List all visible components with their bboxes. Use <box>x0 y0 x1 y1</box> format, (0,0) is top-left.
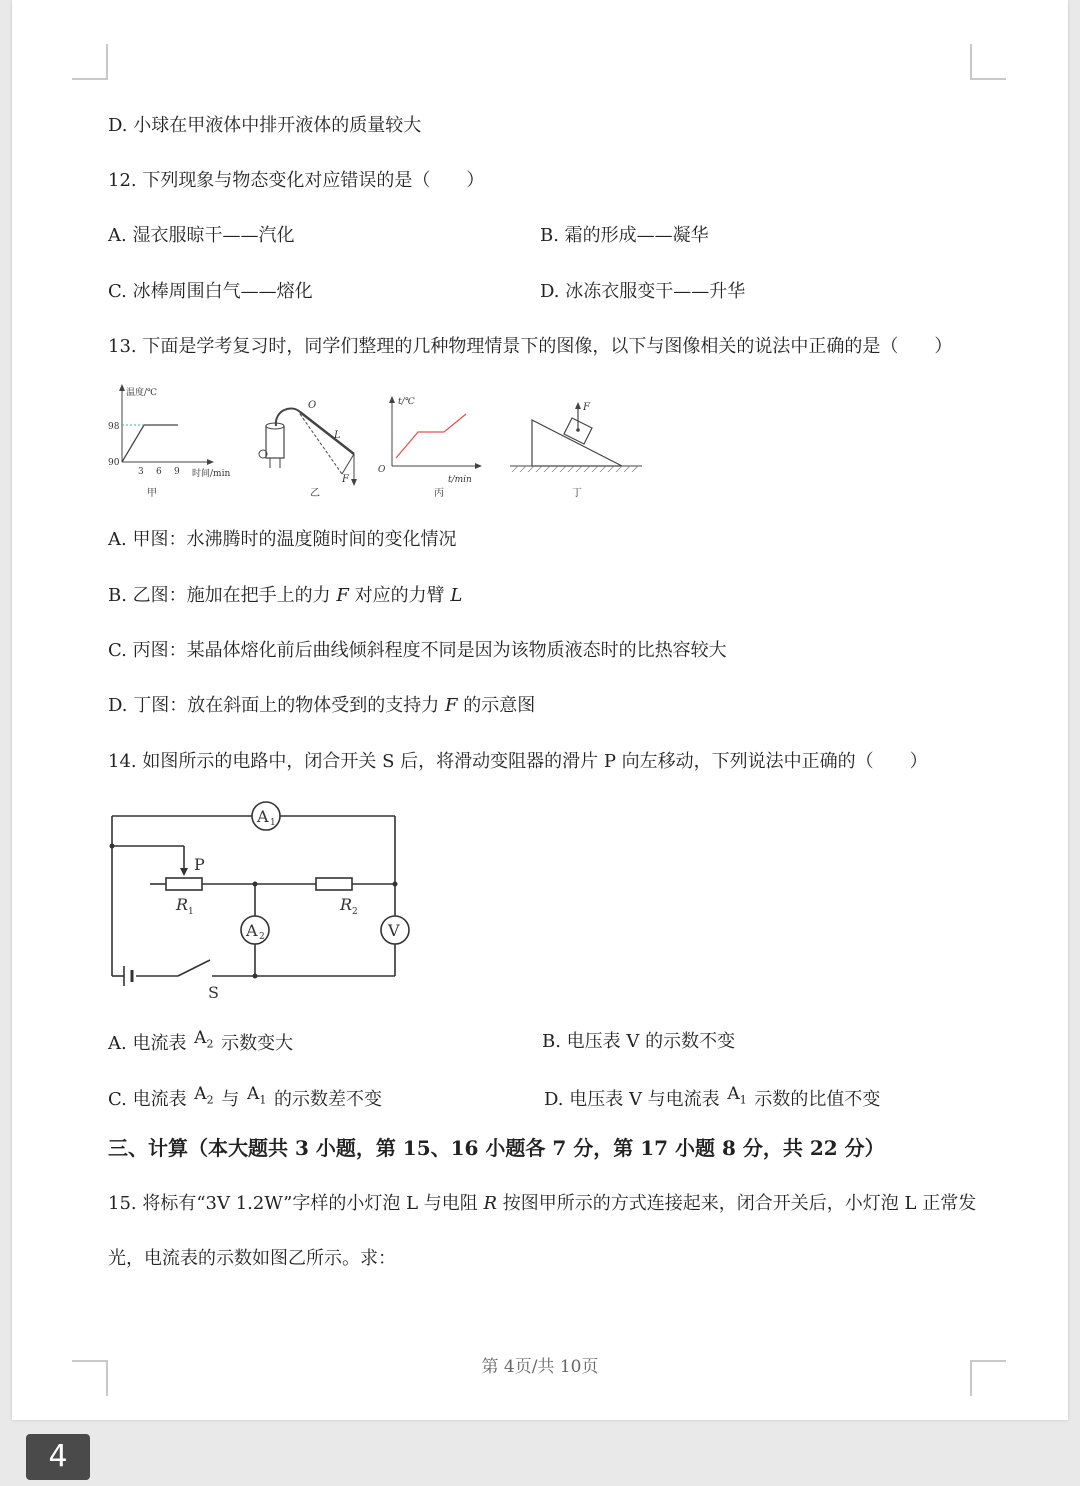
q14-option-d: D. 电压表 V 与电流表 $A_1$ 示数的比值不变 <box>544 1084 881 1110</box>
q13-option-b: B. 乙图：施加在把手上的力 F 对应的力臂 L <box>108 585 463 606</box>
ding-label-f: F <box>583 402 590 413</box>
q15-line-2: 光，电流表的示数如图乙所示。求： <box>108 1248 396 1269</box>
jia-caption: 甲 <box>147 488 157 499</box>
q12-stem: 12. 下列现象与物态变化对应错误的是（ ） <box>108 170 485 191</box>
q12-option-d: D. 冰冻衣服变干——升华 <box>540 281 746 302</box>
resistor-r1-letter: R <box>176 895 189 914</box>
q13-stem: 13. 下面是学考复习时，同学们整理的几种物理情景下的图像，以下与图像相关的说法中正确的是（ ） <box>108 336 953 357</box>
section-3-heading: 三、计算（本大题共 3 小题，第 15、16 小题各 7 分，第 17 小题 8 分，共 22 分） <box>108 1136 885 1160</box>
q15-line-1: 15. 将标有“3V 1.2W”字样的小灯泡 L 与电阻 R 按图甲所示的方式连接起来，闭合开关后，小灯泡 L 正常发 <box>108 1193 977 1214</box>
resistor-r2-sub: 2 <box>352 907 358 917</box>
jia-y98: 98 <box>108 422 120 432</box>
yi-label-l: L <box>334 430 341 441</box>
q14-stem: 14. 如图所示的电路中，闭合开关 S 后，将滑动变阻器的滑片 P 向左移动，下列说法中正确的（ ） <box>108 751 928 772</box>
jia-xlabel: 时间/min <box>192 469 231 479</box>
jia-y90: 90 <box>108 458 120 468</box>
q12-option-b: B. 霜的形成——凝华 <box>540 225 709 246</box>
jia-x6: 6 <box>156 467 162 477</box>
q13-figure-bing <box>374 390 492 502</box>
ammeter-a2-letter: A <box>246 921 258 940</box>
page-footer: 第 4页/共 10页 <box>481 1357 599 1377</box>
page-number-badge: 4 <box>26 1434 90 1480</box>
switch-label-s: S <box>208 983 219 1002</box>
q11-option-d: D. 小球在甲液体中排开液体的质量较大 <box>108 115 422 136</box>
ding-caption: 丁 <box>572 488 582 499</box>
yi-label-f: F <box>342 474 349 485</box>
bing-caption: 丙 <box>434 488 444 499</box>
jia-x3: 3 <box>138 467 144 477</box>
ammeter-a2-sub: 2 <box>259 932 265 942</box>
q14-option-a: A. 电流表 $A_2$ 示数变大 <box>108 1028 294 1054</box>
q13-option-a: A. 甲图：水沸腾时的温度随时间的变化情况 <box>108 529 457 550</box>
q13-figure-ding <box>506 396 646 502</box>
ammeter-a1-sub: 1 <box>270 818 276 828</box>
bing-xlabel: t/min <box>448 475 472 485</box>
yi-label-o: O <box>308 400 317 411</box>
jia-ylabel: 温度/℃ <box>126 388 158 398</box>
crop-mark-top-right <box>970 44 1006 80</box>
resistor-r1-sub: 1 <box>188 907 194 917</box>
yi-caption: 乙 <box>310 488 320 499</box>
q12-option-c: C. 冰棒周围白气——熔化 <box>108 281 313 302</box>
resistor-r2-letter: R <box>340 895 353 914</box>
q13-figure-yi <box>252 392 364 502</box>
document-page <box>12 0 1068 1420</box>
bing-ylabel: t/℃ <box>398 397 415 407</box>
q12-option-a: A. 湿衣服晾干——汽化 <box>108 225 295 246</box>
bing-origin: O <box>378 465 386 475</box>
crop-mark-top-left <box>72 44 108 80</box>
slider-label-p: P <box>194 855 205 874</box>
q14-option-c: C. 电流表 $A_2$ 与 $A_1$ 的示数差不变 <box>108 1084 383 1110</box>
ammeter-a1-letter: A <box>257 807 269 826</box>
q13-option-c: C. 丙图：某晶体熔化前后曲线倾斜程度不同是因为该物质液态时的比热容较大 <box>108 640 727 661</box>
q14-option-b: B. 电压表 V 的示数不变 <box>542 1031 736 1052</box>
voltmeter-label: V <box>388 921 400 940</box>
q14-circuit-diagram <box>100 796 420 1006</box>
q13-figure-jia <box>100 380 250 502</box>
q13-option-d: D. 丁图：放在斜面上的物体受到的支持力 F 的示意图 <box>108 695 536 716</box>
jia-x9: 9 <box>174 467 180 477</box>
